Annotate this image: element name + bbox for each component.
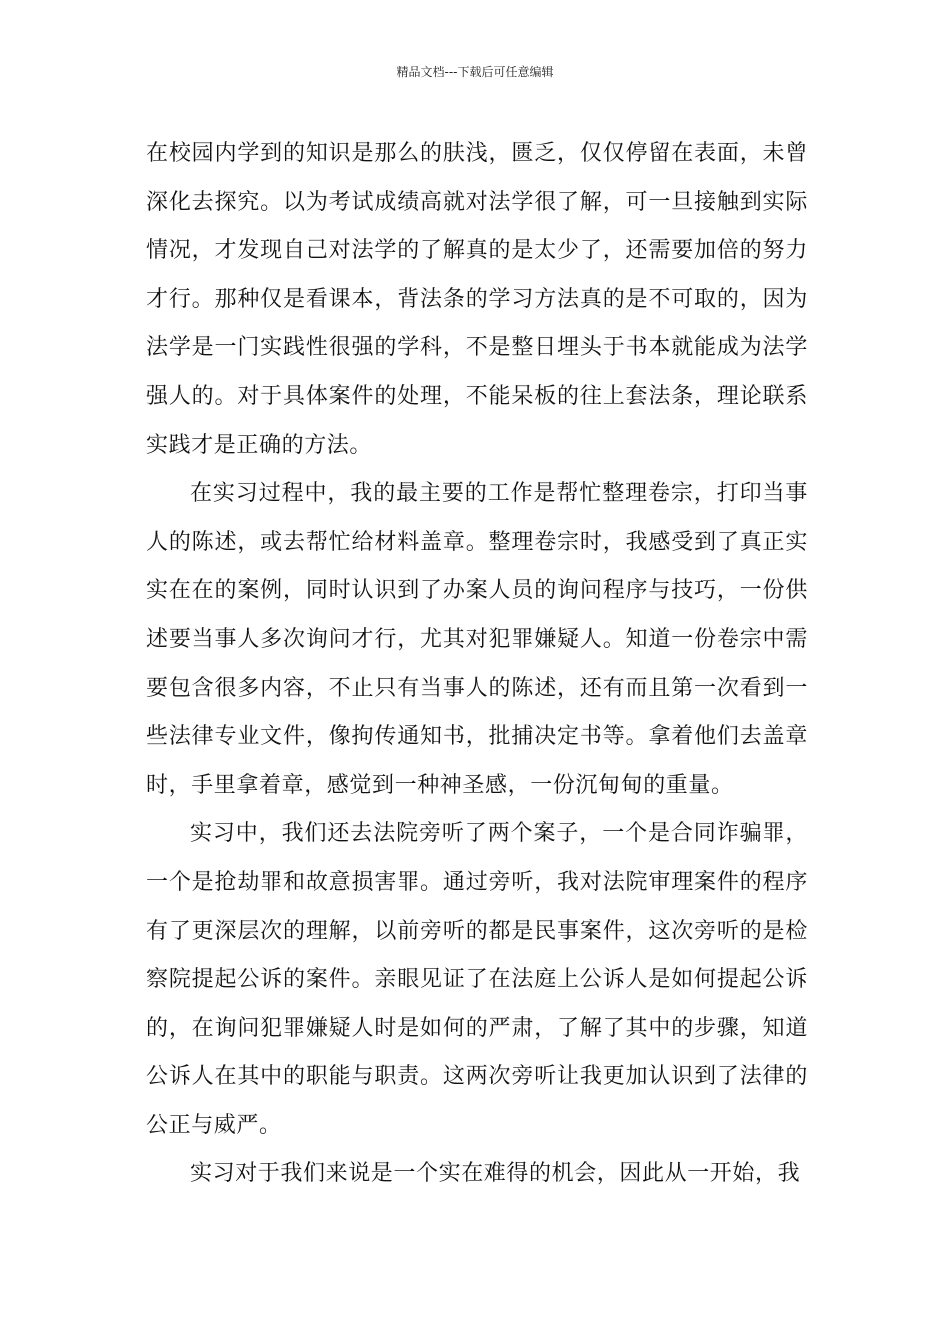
page-header: 精品文档---下载后可任意编辑 bbox=[396, 65, 554, 79]
paragraph-1: 在校园内学到的知识是那么的肤浅，匮乏，仅仅停留在表面，未曾深化去探究。以为考试成绩高就对法学很了解，可一旦接触到实际情况，才发现自己对法学的了解真的是太少了，还需要加倍的努力才行。那种仅是看课本，背法条的学习方法真的是不可取的，因为法学是一门实践性很强的学科，不是整日埋头于书本就能成为法学强人的。对于具体案件的处理，不能呆板的往上套法条，理论联系实践才是正确的方法。 bbox=[146, 141, 808, 458]
paragraph-2: 在实习过程中，我的最主要的工作是帮忙整理卷宗，打印当事人的陈述，或去帮忙给材料盖章。整理卷宗时，我感受到了真正实实在在的案例，同时认识到了办案人员的询问程序与技巧，一份供述要当事人多次询问才行，尤其对犯罪嫌疑人。知道一份卷宗中需要包含很多内容，不止只有当事人的陈述，还有而且第一次看到一些法律专业文件，像拘传通知书，批捕决定书等。拿着他们去盖章时，手里拿着章，感觉到一种神圣感，一份沉甸甸的重量。 bbox=[146, 481, 808, 798]
paragraph-4: 实习对于我们来说是一个实在难得的机会，因此从一开始，我 bbox=[190, 1161, 801, 1187]
document-body bbox=[146, 130, 808, 1199]
paragraph-3: 实习中，我们还去法院旁听了两个案子，一个是合同诈骗罪，一个是抢劫罪和故意损害罪。通过旁听，我对法院审理案件的程序有了更深层次的理解，以前旁听的都是民事案件，这次旁听的是检察院提起公诉的案件。亲眼见证了在法庭上公诉人是如何提起公诉的，在询问犯罪嫌疑人时是如何的严肃，了解了其中的步骤，知道公诉人在其中的职能与职责。这两次旁听让我更加认识到了法律的公正与威严。 bbox=[146, 821, 808, 1138]
